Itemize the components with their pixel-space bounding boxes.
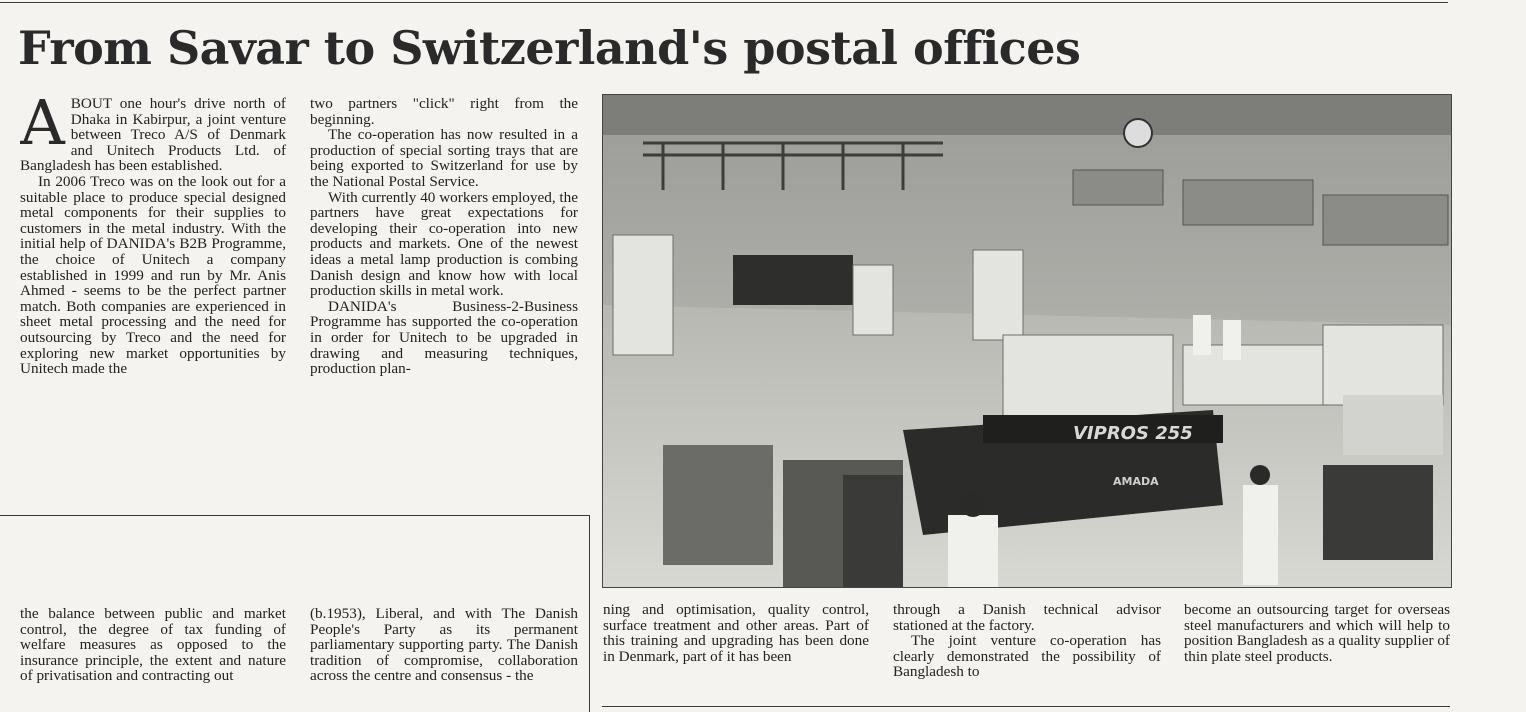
article-column-4 — [893, 602, 1161, 698]
article-paragraph: two partners "click" right from the beginning. — [310, 96, 578, 128]
article-column-2 — [310, 96, 578, 506]
page-title: From Savar to Switzerland's postal offices — [18, 21, 1081, 75]
article-paragraph: With currently 40 workers employed, the partners have great expectations for developing their co-operation into new products and markets. One of the newest ideas a metal lamp production is combing Danish design and know how with local production skills in metal work. — [310, 188, 578, 300]
article-column-1 — [20, 96, 286, 504]
article-paragraph: ning and optimisation, quality control, surface treatment and other areas. Part of this training and upgrading has been done in Denmark, part of it has been — [603, 602, 869, 665]
article-paragraph: become an outsourcing target for overseas steel manufacturers and which will help to position Bangladesh as a quality supplier of thin plate steel products. — [1184, 602, 1450, 665]
article-paragraph: the balance between public and market control, the degree of tax funding of welfare measures as opposed to the insurance principle, the extent and nature of privatisation and contracting out — [20, 606, 286, 685]
factory-illustration — [603, 95, 1451, 587]
machine-maker-label: AMADA — [1113, 475, 1159, 488]
article-paragraph: DANIDA's Business-2-Business Programme has supported the co-operation in order for Unitech to be upgraded in drawing and measuring techniques, production plan- — [310, 297, 578, 378]
top-rule — [0, 2, 1448, 3]
bottom-rule — [602, 706, 1450, 707]
article-paragraph: In 2006 Treco was on the look out for a suitable place to produce special designed metal components for their supplies to customers in the metal industry. With the initial help of DANIDA's B2B Programme, the choice of Unitech a company established in 1999 and run by Mr. Anis Ahmed - seems to be the perfect partner match. Both companies are experienced in sheet metal processing and the need for outsourcing by Treco and the need for exploring new market opportunities by Unitech made the — [20, 172, 286, 378]
article-paragraph: through a Danish technical advisor stationed at the factory. — [893, 602, 1161, 634]
article-paragraph: BOUT one hour's drive north of Dhaka in Kabirpur, a joint venture between Treco A/S of Denmark and Unitech Products Ltd. of Bangladesh has been established. — [20, 96, 286, 175]
drop-cap: A — [20, 96, 65, 159]
other-article-column-2 — [310, 606, 578, 712]
article-paragraph: (b.1953), Liberal, and with The Danish People's Party as its permanent parliamentary supporting party. The Danish tradition of compromise, collaboration across the centre and consensus - the — [310, 606, 578, 685]
article-column-3 — [603, 602, 869, 698]
section-divider — [0, 515, 590, 516]
article-paragraph: The joint venture co-operation has clearly demonstrated the possibility of Bangladesh to — [893, 632, 1161, 681]
column-divider — [589, 515, 590, 712]
article-column-5 — [1184, 602, 1450, 698]
article-paragraph: The co-operation has now resulted in a production of special sorting trays that are being exported to Switzerland for use by the National Postal Service. — [310, 126, 578, 190]
factory-photo — [602, 94, 1452, 588]
machine-brand-label: VIPROS 255 — [1073, 423, 1193, 444]
other-article-column-1 — [20, 606, 286, 712]
